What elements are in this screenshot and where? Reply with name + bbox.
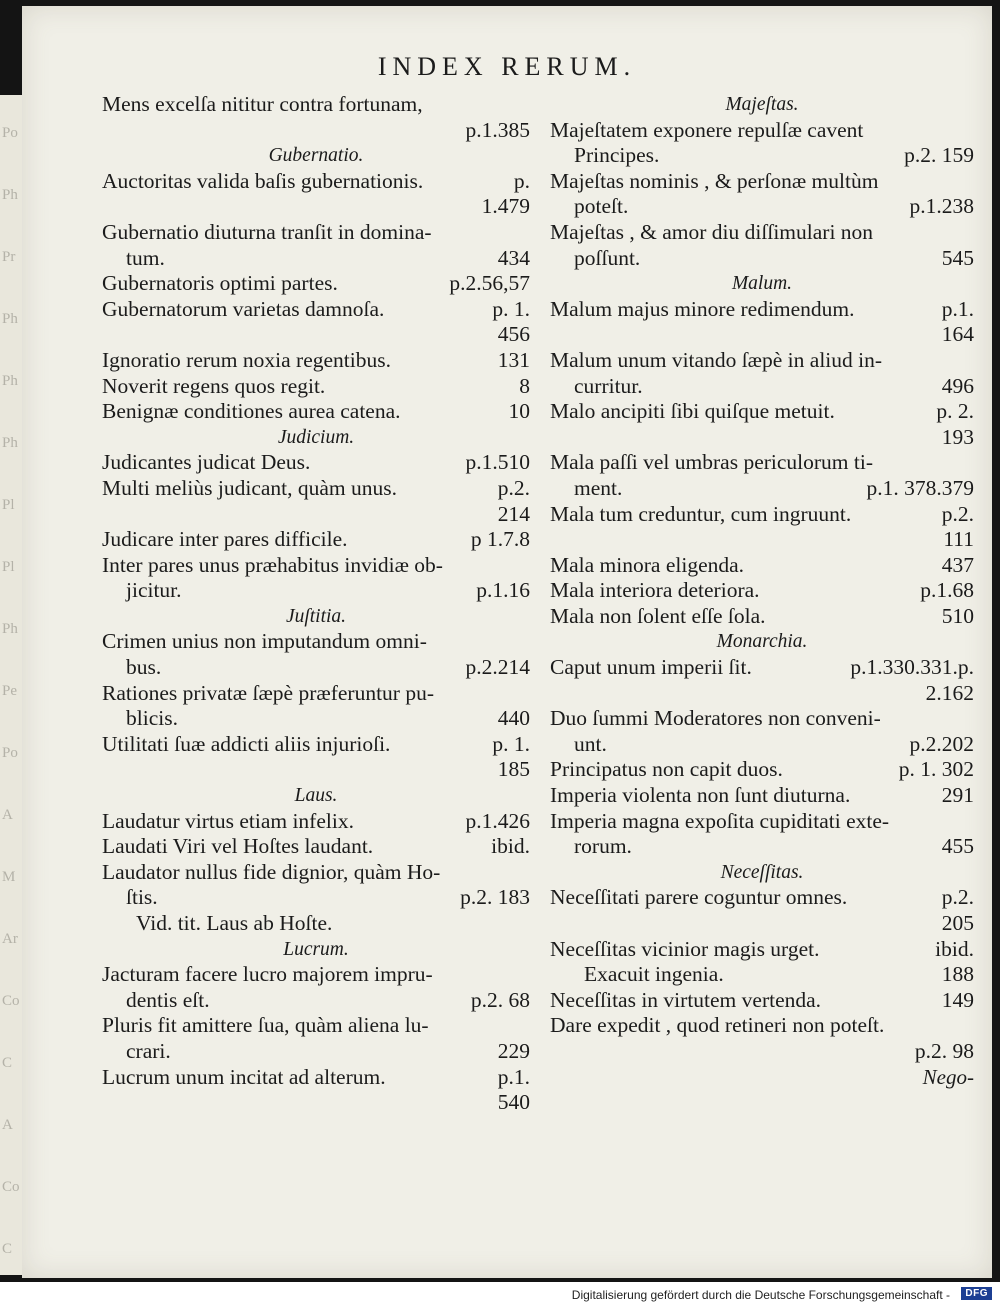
index-entry: [102, 348, 530, 374]
bleed-text: Ar: [2, 931, 18, 947]
entry-text: Neceſſitas vicinior magis urget.: [550, 936, 820, 961]
page-reference: p.1.: [941, 296, 974, 321]
entry-text: bus.: [126, 655, 162, 680]
section-heading: Monarchia.: [716, 631, 808, 653]
section-heading: Judicium.: [277, 426, 355, 448]
entry-line: [102, 629, 530, 655]
entry-text: blicis.: [126, 706, 178, 731]
page-reference: ibid.: [935, 936, 974, 961]
bleed-text: Co: [2, 1179, 20, 1195]
page-reference: p. 1.: [492, 731, 530, 756]
index-entry: [102, 834, 530, 860]
section-heading: Malum.: [731, 273, 793, 295]
entry-line: [550, 962, 974, 988]
entry-continuation-line: [550, 476, 974, 502]
index-entry: [102, 809, 530, 835]
entry-text: Judicantes judicat Deus.: [102, 450, 311, 475]
section-heading: Majeſtas.: [725, 94, 799, 115]
entry-text: ment.: [574, 475, 623, 500]
section-heading: Laus.: [294, 785, 338, 807]
entry-line: [102, 271, 530, 297]
entry-continuation-line: [550, 246, 974, 272]
entry-continuation-line: [102, 1039, 530, 1065]
entry-line: [102, 553, 530, 579]
entry-text: jicitur.: [126, 578, 182, 603]
index-entry: [102, 527, 530, 553]
entry-continuation-line: [550, 143, 974, 169]
page-reference: p.1.426: [465, 808, 530, 833]
entry-line: [550, 1013, 974, 1039]
index-entry: [550, 937, 974, 963]
entry-text: Dare expedit , quod retineri non poteſt.: [550, 1013, 885, 1038]
entry-line: [550, 553, 974, 579]
entry-continuation-line: [550, 527, 974, 553]
entry-text: Vid. tit. Laus ab Hoſte.: [136, 911, 333, 935]
entry-text: Mens excelſa nititur contra fortunam,: [102, 92, 423, 116]
entry-line: [550, 450, 974, 476]
entry-text: unt.: [574, 731, 607, 756]
section-heading: Gubernatio.: [268, 145, 364, 167]
index-entry: [102, 450, 530, 476]
page-reference: p.2. 98: [914, 1038, 974, 1063]
entry-line: [102, 681, 530, 707]
index-entry: [102, 911, 530, 937]
entry-text: Neceſſitati parere coguntur omnes.: [550, 885, 848, 910]
bleed-text: A: [2, 1117, 13, 1133]
entry-text: ſtis.: [126, 885, 158, 910]
entry-line: [550, 578, 974, 604]
page-reference: 10: [508, 399, 530, 424]
index-entry: [550, 885, 974, 936]
index-entry: [102, 169, 530, 220]
entry-line: [550, 502, 974, 528]
entry-line: [550, 988, 974, 1014]
entry-text: Laudati Viri vel Hoſtes laudant.: [102, 834, 374, 859]
index-entry: [102, 962, 530, 1013]
index-entry: [550, 706, 974, 757]
page-reference: p.2.: [941, 501, 974, 526]
index-entry: [550, 809, 974, 860]
entry-text: Benignæ conditiones aurea catena.: [102, 399, 401, 424]
entry-line: [102, 92, 530, 118]
entry-continuation-line: [550, 834, 974, 860]
entry-line: [102, 348, 530, 374]
entry-text: Imperia violenta non ſunt diuturna.: [550, 783, 851, 808]
index-entry: [550, 169, 974, 220]
page-reference: p. 2.: [936, 399, 974, 424]
entry-line: [550, 937, 974, 963]
page-header: INDEX RERUM.: [377, 52, 637, 81]
index-entry: [102, 681, 530, 732]
entry-continuation-line: [102, 655, 530, 681]
entry-text: Noverit regens quos regit.: [102, 373, 326, 398]
entry-text: Auctoritas valida baſis gubernationis.: [102, 168, 424, 193]
entry-continuation-line: [102, 1090, 530, 1116]
entry-text: Ignoratio rerum noxia regentibus.: [102, 347, 391, 372]
entry-text: Principes.: [574, 143, 660, 168]
index-entry: [550, 220, 974, 271]
index-entry: [550, 1013, 974, 1064]
index-entry: [102, 1065, 530, 1116]
bleed-text: Po: [2, 125, 18, 141]
index-entry: [102, 271, 530, 297]
page-reference: p.2. 159: [904, 143, 974, 168]
entry-text: Judicare inter pares difficile.: [102, 527, 348, 552]
entry-text: crari.: [126, 1038, 171, 1063]
entry-continuation-line: [102, 118, 530, 144]
entry-text: Mala tum creduntur, cum ingruunt.: [550, 501, 852, 526]
page-reference: p.2.202: [909, 731, 974, 756]
entry-text: poſſunt.: [574, 245, 641, 270]
entry-text: Rationes privatæ ſæpè præferuntur pu-: [102, 680, 434, 705]
entry-text: rorum.: [574, 834, 632, 859]
page-reference: 2.162: [925, 680, 974, 705]
index-entry: [550, 783, 974, 809]
index-entry: [550, 757, 974, 783]
index-entry: [550, 399, 974, 450]
entry-text: Jacturam facere lucro majorem impru-: [102, 962, 433, 987]
section-heading: Lucrum.: [283, 938, 349, 960]
entry-text: Multi meliùs judicant, quàm unus.: [102, 475, 398, 500]
index-page: [22, 6, 992, 1278]
entry-line: [550, 297, 974, 323]
page-reference: 437: [941, 552, 974, 577]
entry-text: Caput unum imperii ſit.: [550, 655, 752, 680]
entry-line: [102, 374, 530, 400]
entry-text: Utilitati ſuæ addicti aliis injurioſi.: [102, 731, 391, 756]
entry-continuation-line: [102, 757, 530, 783]
entry-text: Imperia magna expoſita cupiditati exte-: [550, 808, 890, 833]
dfg-logo: DFG: [961, 1287, 992, 1300]
entry-text: Crimen unius non imputandum omni-: [102, 629, 427, 654]
entry-continuation-line: [550, 911, 974, 937]
right-column: [550, 92, 974, 1090]
entry-continuation-line: [550, 194, 974, 220]
page-reference: 510: [941, 603, 974, 628]
catchword: Nego-: [922, 1064, 974, 1089]
entry-text: Majeſtatem exponere repulſæ cavent: [550, 117, 864, 142]
entry-text: Laudator nullus fide dignior, quàm Ho-: [102, 859, 441, 884]
entry-continuation-line: [550, 374, 974, 400]
entry-line: [102, 809, 530, 835]
page-reference: 111: [943, 527, 974, 552]
bleed-text: Ph: [2, 435, 18, 451]
page-reference: p. 1.: [492, 296, 530, 321]
entry-text: Pluris fit amittere ſua, quàm aliena lu-: [102, 1013, 429, 1038]
entry-line: [102, 860, 530, 886]
bleed-text: Pe: [2, 683, 17, 699]
page-reference: p.2. 183: [460, 885, 530, 910]
bleed-text: C: [2, 1241, 13, 1257]
section-heading: Neceſſitas.: [720, 861, 804, 883]
page-reference: 193: [941, 424, 974, 449]
index-entry: [550, 348, 974, 399]
entry-text: Majeſtas nominis , & perſonæ multùm: [550, 168, 879, 193]
entry-text: Mala interiora deteriora.: [550, 578, 760, 603]
entry-line: [550, 118, 974, 144]
entry-text: Majeſtas , & amor diu diſſimulari non: [550, 219, 874, 244]
entry-line: [102, 1013, 530, 1039]
page-reference: 188: [941, 962, 974, 987]
index-entry: [550, 962, 974, 988]
index-entry: [102, 732, 530, 783]
index-entry: [102, 476, 530, 527]
entry-continuation-line: [102, 578, 530, 604]
entry-line: [102, 911, 530, 937]
entry-line: [102, 1065, 530, 1091]
entry-line: [102, 962, 530, 988]
entry-line: [102, 220, 530, 246]
page-reference: p. 1. 302: [898, 757, 974, 782]
entry-line: [550, 348, 974, 374]
page-reference: 496: [941, 373, 974, 398]
bleed-text: C: [2, 1055, 13, 1071]
page-reference: p.1.330.331.p.: [850, 655, 974, 680]
index-entry: [102, 220, 530, 271]
page-reference: 8: [519, 373, 530, 398]
page-reference: p 1.7.8: [470, 527, 530, 552]
index-entry: [550, 553, 974, 579]
page-reference: p.1. 378.379: [866, 475, 974, 500]
page-reference: p.2.: [497, 475, 530, 500]
bleed-text: Ph: [2, 311, 18, 327]
section-heading: Juſtitia.: [285, 605, 347, 627]
page-reference: p.1.385: [465, 117, 530, 142]
entry-text: Neceſſitas in virtutem vertenda.: [550, 987, 822, 1012]
page-reference: 434: [497, 245, 530, 270]
entry-line: [550, 809, 974, 835]
index-entry: [550, 118, 974, 169]
entry-continuation-line: [550, 732, 974, 758]
index-entry: [102, 374, 530, 400]
index-entry: [102, 553, 530, 604]
page-reference: p.1.16: [476, 578, 530, 603]
entry-text: tum.: [126, 245, 165, 270]
index-entry: [102, 297, 530, 348]
page-reference: p.2.: [941, 885, 974, 910]
bleed-text: Po: [2, 745, 18, 761]
entry-continuation-line: [102, 246, 530, 272]
page-reference: 540: [497, 1090, 530, 1115]
index-entry: [102, 1013, 530, 1064]
digitization-footer: [0, 1282, 1000, 1307]
entry-text: Gubernatio diuturna tranſit in domina-: [102, 219, 432, 244]
page-reference: 440: [497, 706, 530, 731]
page-reference: 456: [497, 322, 530, 347]
index-entry: [102, 629, 530, 680]
page-reference: p.1.: [497, 1064, 530, 1089]
page-reference: ibid.: [491, 834, 530, 859]
entry-continuation-line: [102, 502, 530, 528]
bleed-text: Pl: [2, 559, 15, 575]
entry-continuation-line: [102, 322, 530, 348]
bleed-text: Ph: [2, 187, 18, 203]
entry-line: [550, 399, 974, 425]
page-reference: 131: [497, 347, 530, 372]
page-reference: p.2. 68: [470, 987, 530, 1012]
entry-line: [550, 885, 974, 911]
entry-text: dentis eſt.: [126, 987, 210, 1012]
page-reference: 291: [941, 783, 974, 808]
entry-continuation-line: [102, 885, 530, 911]
bleed-text: Pl: [2, 497, 15, 513]
entry-text: Exacuit ingenia.: [584, 962, 724, 987]
entry-text: Mala minora eligenda.: [550, 552, 745, 577]
entry-line: [102, 297, 530, 323]
page-reference: p.1.238: [909, 194, 974, 219]
page-reference: 1.479: [481, 194, 530, 219]
bleed-text: Pr: [2, 249, 16, 265]
left-column: [102, 92, 530, 1116]
bleed-text: Ph: [2, 373, 18, 389]
entry-continuation-line: [550, 1039, 974, 1065]
entry-text: Malum majus minore redimendum.: [550, 296, 855, 321]
page-reference: 455: [941, 834, 974, 859]
bleed-text: Co: [2, 993, 20, 1009]
entry-line: [550, 220, 974, 246]
entry-continuation-line: [102, 194, 530, 220]
entry-line: [102, 169, 530, 195]
entry-line: [102, 527, 530, 553]
entry-text: Mala non ſolent eſſe ſola.: [550, 603, 766, 628]
entry-continuation-line: [550, 322, 974, 348]
entry-text: Inter pares unus præhabitus invidiæ ob-: [102, 552, 443, 577]
entry-line: [102, 450, 530, 476]
index-entry: [550, 297, 974, 348]
entry-text: Principatus non capit duos.: [550, 757, 783, 782]
entry-line: [102, 476, 530, 502]
page-reference: p.1.68: [920, 578, 974, 603]
entry-text: poteſt.: [574, 194, 629, 219]
entry-line: [550, 706, 974, 732]
page-reference: 205: [941, 911, 974, 935]
entry-line: [550, 655, 974, 681]
entry-text: Malo ancipiti ſibi quiſque metuit.: [550, 399, 835, 424]
index-entry: [550, 655, 974, 706]
page-reference: p.2.56,57: [449, 271, 530, 296]
entry-text: Gubernatoris optimi partes.: [102, 271, 338, 296]
entry-line: [102, 834, 530, 860]
entry-text: Lucrum unum incitat ad alterum.: [102, 1064, 386, 1089]
entry-text: Malum unum vitando ſæpè in aliud in-: [550, 347, 883, 372]
page-reference: 149: [941, 987, 974, 1012]
index-entry: [102, 860, 530, 911]
entry-text: Duo ſummi Moderatores non conveni-: [550, 706, 881, 731]
page-reference: p.: [513, 168, 530, 193]
entry-line: [550, 604, 974, 630]
entry-text: Mala paſſi vel umbras periculorum ti-: [550, 450, 874, 475]
entry-line: [550, 783, 974, 809]
entry-continuation-line: [102, 706, 530, 732]
index-entry: [102, 399, 530, 425]
page-reference: 545: [941, 245, 974, 270]
entry-line: [550, 757, 974, 783]
entry-text: curritur.: [574, 373, 643, 398]
entry-text: Laudatur virtus etiam infelix.: [102, 808, 354, 833]
page-reference: p.1.510: [465, 450, 530, 475]
entry-text: Gubernatorum varietas damnoſa.: [102, 296, 385, 321]
page-reference: 185: [497, 757, 530, 782]
index-entry: [550, 604, 974, 630]
page-reference: 214: [497, 501, 530, 526]
page-reference: 229: [497, 1038, 530, 1063]
entry-line: [102, 399, 530, 425]
entry-continuation-line: [102, 988, 530, 1014]
index-entry: [550, 502, 974, 553]
index-entry: [550, 578, 974, 604]
index-entry: [550, 450, 974, 501]
page-reference: p.2.214: [465, 655, 530, 680]
index-entry: [102, 92, 530, 143]
entry-line: [550, 169, 974, 195]
bleed-text: Ph: [2, 621, 18, 637]
footer-text: Digitalisierung gefördert durch die Deutsche Forschungsgemeinschaft -: [571, 1288, 950, 1302]
entry-continuation-line: [550, 425, 974, 451]
page-reference: 164: [941, 322, 974, 347]
index-entry: [550, 988, 974, 1014]
bleed-text: M: [2, 869, 16, 885]
entry-continuation-line: [550, 681, 974, 707]
entry-line: [102, 732, 530, 758]
bleed-text: A: [2, 807, 13, 823]
